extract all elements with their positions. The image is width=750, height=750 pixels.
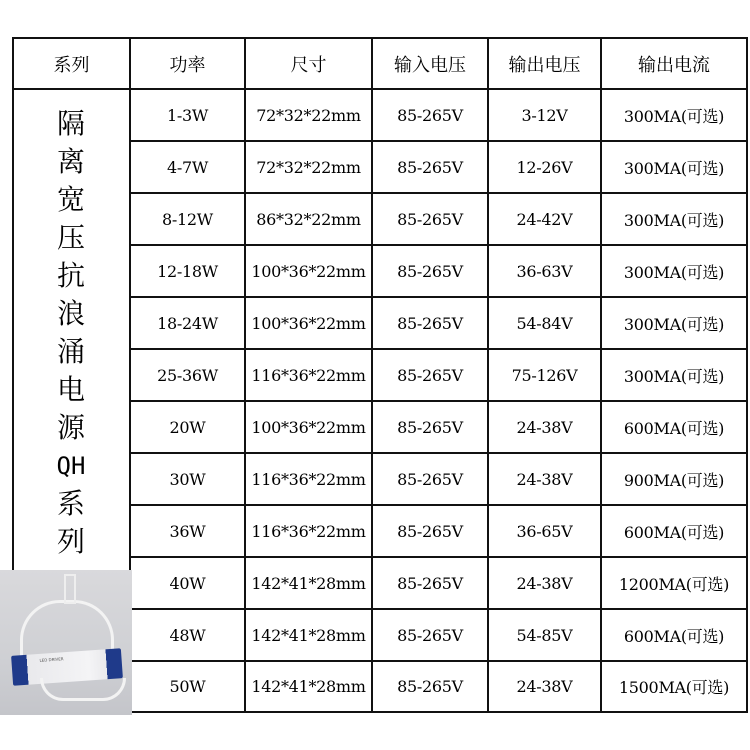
header-output-current: 输出电流 [638, 54, 710, 76]
cell-input-voltage: 85-265V [397, 365, 463, 385]
cell-size: 142*41*28mm [251, 625, 366, 645]
cell-output-voltage: 24-38V [516, 573, 573, 593]
cell-power: 30W [169, 469, 206, 489]
cell-input-voltage: 85-265V [397, 521, 463, 541]
series-char: 抗 [56, 259, 85, 292]
cell-size: 116*36*22mm [251, 521, 366, 541]
cell-power: 36W [169, 521, 206, 541]
cell-output-current: 1500MA(可选) [618, 678, 730, 697]
cell-size: 86*32*22mm [256, 209, 361, 229]
cell-power: 12-18W [157, 261, 218, 281]
cell-input-voltage: 85-265V [397, 105, 463, 125]
cell-output-voltage: 24-38V [516, 417, 573, 437]
cell-size: 116*36*22mm [251, 469, 366, 489]
photo-wire [40, 678, 126, 701]
product-label: LED DRIVER [39, 656, 64, 663]
cell-power: 4-7W [166, 157, 208, 177]
cell-size: 100*36*22mm [251, 313, 366, 333]
cell-output-voltage: 24-38V [516, 677, 573, 696]
cell-power: 50W [169, 677, 206, 696]
series-char: 系 [56, 487, 85, 520]
cell-size: 100*36*22mm [251, 261, 366, 281]
cell-output-voltage: 3-12V [521, 105, 568, 125]
cell-input-voltage: 85-265V [397, 469, 463, 489]
cell-power: 48W [169, 625, 206, 645]
series-char: 离 [56, 145, 85, 178]
cell-output-current: 600MA(可选) [623, 522, 725, 542]
header-power: 功率 [169, 54, 206, 76]
series-char: 源 [56, 411, 85, 444]
cell-output-voltage: 36-65V [516, 521, 573, 541]
cell-output-current: 600MA(可选) [623, 626, 725, 646]
header-output-voltage: 输出电压 [508, 54, 581, 76]
cell-input-voltage: 85-265V [397, 261, 463, 281]
cell-input-voltage: 85-265V [397, 573, 463, 593]
cell-input-voltage: 85-265V [397, 677, 463, 696]
cell-output-current: 1200MA(可选) [618, 574, 730, 594]
header-series: 系列 [53, 54, 90, 76]
cell-input-voltage: 85-265V [397, 157, 463, 177]
cell-output-current: 600MA(可选) [623, 418, 725, 438]
cell-input-voltage: 85-265V [397, 209, 463, 229]
cell-output-current: 300MA(可选) [623, 210, 725, 230]
cell-output-voltage: 24-38V [516, 469, 573, 489]
cell-output-voltage: 54-85V [516, 625, 573, 645]
header-input-voltage: 输入电压 [394, 54, 466, 76]
series-char: 列 [56, 525, 85, 558]
cell-input-voltage: 85-265V [397, 417, 463, 437]
product-photo [0, 570, 132, 715]
cell-output-current: 300MA(可选) [623, 314, 725, 334]
cell-input-voltage: 85-265V [397, 625, 463, 645]
cell-size: 116*36*22mm [251, 365, 366, 385]
cell-output-current: 300MA(可选) [623, 262, 725, 282]
series-char: 电 [56, 373, 85, 406]
series-char: 浪 [56, 297, 85, 330]
cell-size: 142*41*28mm [251, 677, 366, 696]
cell-power: 1-3W [166, 105, 208, 125]
cell-input-voltage: 85-265V [397, 313, 463, 333]
cell-size: 72*32*22mm [256, 157, 361, 177]
cell-size: 100*36*22mm [251, 417, 366, 437]
series-char: 宽 [56, 183, 85, 216]
cell-power: 25-36W [157, 365, 218, 385]
cell-output-voltage: 54-84V [516, 313, 573, 333]
cell-size: 142*41*28mm [251, 573, 366, 593]
cell-power: 20W [169, 417, 206, 437]
cell-output-current: 900MA(可选) [623, 470, 725, 490]
cell-output-current: 300MA(可选) [623, 106, 725, 126]
series-char: 隔 [56, 107, 85, 140]
cell-output-current: 300MA(可选) [623, 366, 725, 386]
cell-output-voltage: 75-126V [511, 365, 578, 385]
cell-power: 40W [169, 573, 206, 593]
table-border-right [746, 37, 748, 713]
photo-connector [64, 574, 76, 604]
series-char: 压 [56, 221, 85, 254]
cell-power: 8-12W [162, 209, 213, 229]
series-char: 涌 [56, 335, 85, 368]
header-size: 尺寸 [290, 54, 327, 76]
cell-output-voltage: 36-63V [516, 261, 573, 281]
cell-power: 18-24W [157, 313, 218, 333]
cell-output-voltage: 12-26V [516, 157, 573, 177]
cell-output-voltage: 24-42V [516, 209, 573, 229]
cell-output-current: 300MA(可选) [623, 158, 725, 178]
series-char: QH [56, 452, 86, 480]
cell-size: 72*32*22mm [256, 105, 361, 125]
